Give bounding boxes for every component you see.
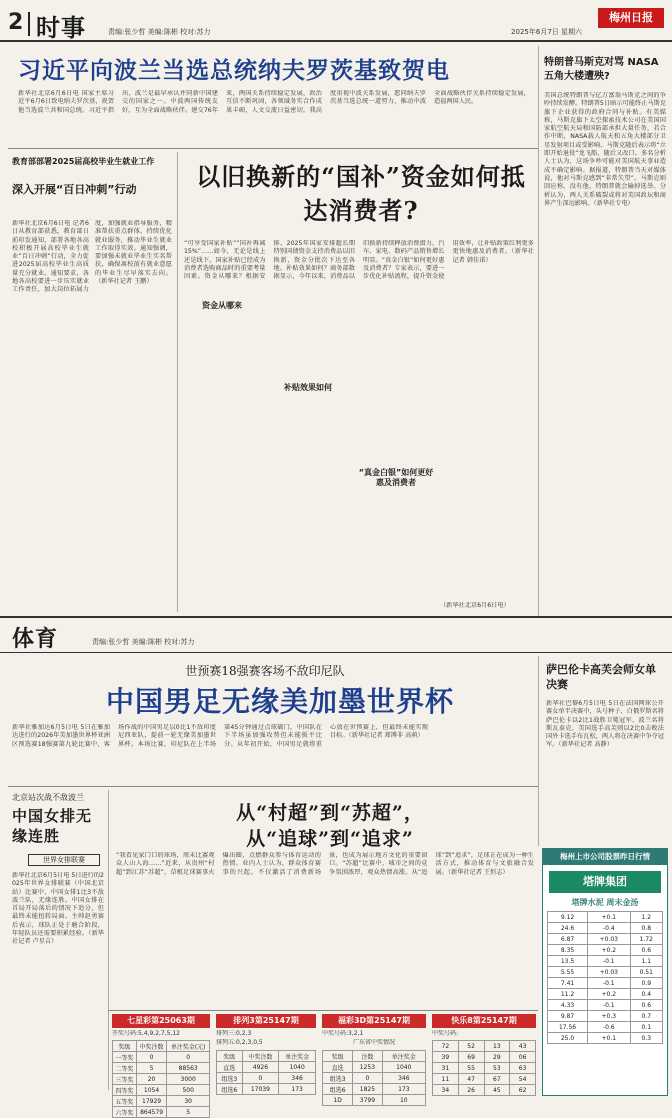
lottery-table [112, 1040, 210, 1118]
table-cell: 39 [433, 1052, 459, 1063]
table-cell: 30 [167, 1096, 210, 1107]
table-row [548, 1011, 663, 1022]
feature-sub1: 资金从哪来 [202, 301, 242, 310]
table-row [548, 934, 663, 945]
sports-body: 新华社雅加达6月5日电 5日在雅加达进行的2026年美加墨世界杯亚洲区预选赛18强赛第九轮比赛中，客场作战的中国男足以0比1不敌印度尼西亚队，提前一轮无缘美加墨世界杯。本场比赛，印尼队在上半场第45分钟通过点球破门，中国队在下半场虽加强攻势但未能扳平比分。从年初开始，中国男足就将重心放在世预赛上，但最终未能实现目标。（新华社记者 郑博非 高萌） [12, 724, 428, 748]
table-cell: 0.7 [630, 1011, 662, 1022]
side-right-body: 美国总统特朗普与亿万富翁马斯克之间的争吵持续发酵。特朗普5日暗示可能终止马斯克旗下企业获得的政府合同与补贴。有美媒称，马斯克旗下太空探索技术公司在美国国家航空航天局和国防部承担大量任务，若合作中断，NASA载人航天和五角大楼部分卫星发射项目或受影响。马斯克随后表示将“立即开始退役”龙飞船，随后又改口。多名分析人士认为，这场争吵可能对美国航天事业造成不确定影响。据报道，特朗普当天对媒体说，他对马斯克感到“非常失望”。马斯克则回应称，没有他，特朗普就会输掉选举。分析认为，两人关系破裂或将对美国政坛和商界产生深远影响。（新华社专电） [544, 92, 666, 207]
table-cell: 5 [136, 1063, 167, 1074]
table-cell: 31 [433, 1063, 459, 1074]
table-cell: 0.6 [630, 945, 662, 956]
volley-body: 新华社北京6月5日电 5日进行的2025年世界女排联赛（中国北京站）比赛中，中国女排1比3不敌波兰队，无缘连胜。中国女排在首局开局落后的情况下追分，但最终未能扭转局面。主帅赵勇赛后表示，球队正处于磨合阶段，年轻队员还需要积累经验。（新华社记者 卢星吉） [12, 872, 104, 946]
table-cell: 13 [484, 1041, 510, 1052]
table-cell: 1054 [136, 1085, 167, 1096]
table-cell: 173 [279, 1084, 316, 1095]
table-cell: -0.4 [588, 923, 630, 934]
table-cell: 45 [484, 1085, 510, 1096]
lottery-subtitle: 排列三:0,2,3 [216, 1030, 252, 1037]
table-row [548, 978, 663, 989]
table-cell: 26 [458, 1085, 484, 1096]
volley-tag: 世界女排联赛 [28, 854, 100, 866]
table-cell: 三等奖 [113, 1074, 137, 1085]
table-header-row [113, 1041, 210, 1052]
table-cell: 13.5 [548, 956, 588, 967]
table-header-cell: 中奖注数 [242, 1051, 279, 1062]
table-cell: 11 [433, 1074, 459, 1085]
table-cell: 5 [167, 1107, 210, 1118]
lottery-title: 排列3第25147期 [216, 1014, 316, 1028]
table-cell: 4926 [242, 1062, 279, 1073]
feature-footer: （新华社北京6月6日电） [440, 602, 510, 609]
table-header-cell: 单注奖金 [279, 1051, 316, 1062]
table-cell: 组选3 [217, 1073, 243, 1084]
table-cell: 0.4 [630, 989, 662, 1000]
tennis-body: 新华社巴黎6月5日电 5日在法国网球公开赛女单半决赛中，头号种子、白俄罗斯名将萨巴伦卡以2比1战胜卫冕冠军、波兰名将斯瓦泰克，美国选手高芙则以2比0击败法国外卡选手布瓦松，两人将在决赛中争夺冠军。（新华社记者 高静） [546, 700, 664, 749]
sports-credits: 责编:张少哲 美编:陈彬 校对:苏力 [92, 638, 195, 646]
table-row [548, 1022, 663, 1033]
table-cell: 9.12 [548, 912, 588, 923]
table-cell: 0.51 [630, 967, 662, 978]
table-cell: 7.41 [548, 978, 588, 989]
table-cell: 1.72 [630, 934, 662, 945]
sports-kicker: 世预赛18强赛客场不敌印尼队 [185, 664, 345, 678]
lottery-table [322, 1050, 426, 1106]
left-headline: 深入开展“百日冲刺”行动 [12, 183, 137, 196]
feature-headline: 以旧换新的“国补”资金如何抵达消费者? [196, 162, 526, 225]
table-cell: 63 [510, 1063, 536, 1074]
lead-headline: 习近平向波兰当选总统纳夫罗茨基致贺电 [18, 57, 450, 84]
table-cell: 47 [458, 1074, 484, 1085]
table-cell: -0.1 [588, 978, 630, 989]
table-header-row [323, 1051, 426, 1062]
table-row [433, 1074, 536, 1085]
table-cell: 3799 [353, 1095, 382, 1106]
table-cell: 24.6 [548, 923, 588, 934]
table-cell: 62 [510, 1085, 536, 1096]
feature-body: “可享受国家补贴”“国补再减15%”……如今，无论是线上还是线下，国家补贴已经成为消费者选购商品时的重要考量因素。资金从哪来？根据安排，2025年国家安排超长期特别国债资金支持消费品以旧换新，资金分批次下达至各地。补贴效果如何？商务部数据显示，今年以来，消费品以旧换新持续释放消费潜力，汽车、家电、数码产品销售增长明显。“真金白银”如何更好惠及消费者？专家表示，要进一步优化补贴流程，提升资金使用效率，让补贴政策红利更多更快地惠及消费者。（新华社记者 韩佳诺） [184, 240, 534, 281]
lottery-subtitle-2: 广东省中奖情况 [352, 1039, 395, 1046]
table-cell: 346 [382, 1073, 425, 1084]
table-row [113, 1085, 210, 1096]
lottery-subtitle: 开奖号码:5,4,9,2,7,5,12 [112, 1030, 181, 1037]
table-cell: 一等奖 [113, 1052, 137, 1063]
table-cell: 88563 [167, 1063, 210, 1074]
table-cell: 346 [279, 1073, 316, 1084]
credits: 责编:张少哲 美编:陈彬 校对:苏力 [108, 28, 211, 36]
table-cell: +0.3 [588, 1011, 630, 1022]
table-row [217, 1084, 316, 1095]
table-cell: 67 [484, 1074, 510, 1085]
table-cell: 34 [433, 1085, 459, 1096]
table-row [548, 1000, 663, 1011]
table-header-cell: 单注奖金(元) [167, 1041, 210, 1052]
table-row [217, 1073, 316, 1084]
page-header [0, 0, 672, 42]
table-cell: 20 [136, 1074, 167, 1085]
table-row [548, 945, 663, 956]
left-kicker: 教育部部署2025届高校毕业生就业工作 [12, 157, 155, 166]
table-row [113, 1074, 210, 1085]
table-cell: 54 [510, 1074, 536, 1085]
lottery-title: 七星彩第25063期 [112, 1014, 210, 1028]
table-row [433, 1063, 536, 1074]
table-row [433, 1052, 536, 1063]
table-cell: +0.1 [588, 1033, 630, 1044]
table-row [323, 1095, 426, 1106]
table-row [323, 1073, 426, 1084]
lottery-title: 福彩3D第25147期 [322, 1014, 426, 1028]
table-cell: 四等奖 [113, 1085, 137, 1096]
lottery-subtitle-2: 排列五:0,2,3,0,5 [216, 1039, 263, 1046]
table-header-cell: 单注奖金 [382, 1051, 425, 1062]
table-header-cell: 奖级 [323, 1051, 353, 1062]
table-cell: +0.2 [588, 989, 630, 1000]
table-cell: 0.6 [630, 1000, 662, 1011]
table-cell: 53 [484, 1063, 510, 1074]
table-cell: 六等奖 [113, 1107, 137, 1118]
tennis-headline: 萨巴伦卡高芙会师女单决赛 [546, 663, 656, 691]
table-cell: 1.2 [630, 912, 662, 923]
table-cell: 500 [167, 1085, 210, 1096]
table-cell: 0.3 [630, 1033, 662, 1044]
table-cell: 组选3 [323, 1073, 353, 1084]
table-cell: 17.56 [548, 1022, 588, 1033]
table-header-row [217, 1051, 316, 1062]
table-header-cell: 注数 [353, 1051, 382, 1062]
table-row [548, 923, 663, 934]
table-cell: 0 [136, 1052, 167, 1063]
table-row [433, 1041, 536, 1052]
table-cell: 0 [353, 1073, 382, 1084]
table-cell: 直选 [323, 1062, 353, 1073]
table-cell: 五等奖 [113, 1096, 137, 1107]
table-row [113, 1063, 210, 1074]
table-cell: 0 [242, 1073, 279, 1084]
side-right-headline: 特朗普马斯克对骂 NASA五角大楼遭殃? [544, 57, 659, 82]
table-cell: 25.0 [548, 1033, 588, 1044]
left-body: 新华社北京6月6日电 记者6日从教育部获悉，教育部日前印发通知，部署各地各高校积极开展高校毕业生就业“百日冲刺”行动，全力促进2025届高校毕业生高质量充分就业。通知要求，各地各高校要进一步压实就业工作责任，加大岗位拓展力度，加强就业指导服务，精准帮扶重点群体，持续优化就业服务，推动毕业生就业工作取得实效。通知强调，要加强未就业毕业生实名帮扶，确保离校前有就业意愿的毕业生尽早落实去向。（新华社记者 王鹏） [12, 220, 172, 294]
table-cell: 06 [510, 1052, 536, 1063]
table-cell: 5.55 [548, 967, 588, 978]
table-row [548, 1033, 663, 1044]
table-cell: +0.1 [588, 912, 630, 923]
table-cell: 43 [510, 1041, 536, 1052]
page-number: 2 [8, 10, 24, 35]
table-cell: 864579 [136, 1107, 167, 1118]
section-title: 时事 [36, 13, 86, 42]
table-row [433, 1085, 536, 1096]
company-logo: 塔牌集团 [549, 871, 661, 893]
table-cell: 1253 [353, 1062, 382, 1073]
table-row [548, 989, 663, 1000]
table-cell: 8.35 [548, 945, 588, 956]
table-header-cell: 奖级 [217, 1051, 243, 1062]
table-row [113, 1107, 210, 1118]
table-cell: 11.2 [548, 989, 588, 1000]
table-cell: 17929 [136, 1096, 167, 1107]
table-cell: 0.1 [630, 1022, 662, 1033]
table-row [323, 1062, 426, 1073]
lottery-table [216, 1050, 316, 1095]
table-header-cell: 奖级 [113, 1041, 137, 1052]
table-cell: 直选 [217, 1062, 243, 1073]
table-cell: +0.03 [588, 934, 630, 945]
lottery-subtitle: 中奖号码: [432, 1030, 459, 1037]
sports-headline: 中国男足无缘美加墨世界杯 [105, 685, 454, 718]
table-row [548, 956, 663, 967]
volley-headline: 中国女排无缘连胜 [12, 807, 93, 845]
table-row [113, 1052, 210, 1063]
table-cell: -0.6 [588, 1022, 630, 1033]
table-cell: 0 [167, 1052, 210, 1063]
table-cell: 55 [458, 1063, 484, 1074]
stock-ad [542, 848, 668, 1096]
table-row [548, 912, 663, 923]
table-cell: 3000 [167, 1074, 210, 1085]
table-cell: 6.87 [548, 934, 588, 945]
table-row [323, 1084, 426, 1095]
feature2-headline-1: 从“村超”到“苏超”， [236, 802, 424, 824]
feature2-body: “我看见家门口的球场，周末比赛观众人山人海……”近来，从贵州“村超”到江苏“苏超”，草根足球赛事火爆出圈，点燃群众参与体育运动的热情。业内人士认为，群众体育赛事的兴起，不仅激活了消费新场景，也成为展示地方文化的重要窗口。“苏超”比赛中，城市之间的竞争氛围浓厚，观众热情高涨。从“追球”到“追求”，足球正在成为一种生活方式，推动体育与文旅融合发展。（新华社记者 王恒志） [116, 852, 534, 876]
table-cell: 17039 [242, 1084, 279, 1095]
table-cell: 0.8 [630, 923, 662, 934]
table-cell: 29 [484, 1052, 510, 1063]
table-cell: 69 [458, 1052, 484, 1063]
table-cell: 1040 [279, 1062, 316, 1073]
table-cell: +0.03 [588, 967, 630, 978]
feature2-headline-2: 从“追球”到“追求” [246, 828, 414, 850]
table-cell: 10 [382, 1095, 425, 1106]
table-cell: -0.1 [588, 1000, 630, 1011]
table-cell: +0.2 [588, 945, 630, 956]
table-cell: -0.1 [588, 956, 630, 967]
volley-kicker: 北京站次战不敌波兰 [12, 793, 84, 802]
feature-sub2: 补贴效果如何 [284, 383, 332, 392]
ad-subtitle: 塔牌水泥 周末金汤 [571, 898, 639, 907]
table-cell: 9.87 [548, 1011, 588, 1022]
table-cell: 组选6 [217, 1084, 243, 1095]
lead-body: 新华社北京6月6日电 国家主席习近平6月6日致电纳夫罗茨基，祝贺他当选波兰共和国总统。习近平指出，波兰是最早承认并同新中国建交的国家之一。中波两国传统友好，互为全面战略伙伴。建交76年来，两国关系持续稳定发展，政治互信不断巩固，各领域务实合作成果丰硕，人文交流日益密切。我高度重视中波关系发展，愿同纳夫罗茨基当选总统一道努力，推动中波全面战略伙伴关系持续稳定发展，造福两国人民。 [18, 90, 530, 114]
table-cell: 72 [433, 1041, 459, 1052]
table-row [113, 1096, 210, 1107]
lottery-title: 快乐8第25147期 [432, 1014, 536, 1028]
stock-table [547, 911, 663, 1044]
table-cell: 1.1 [630, 956, 662, 967]
table-cell: 0.9 [630, 978, 662, 989]
table-cell: 1825 [353, 1084, 382, 1095]
table-cell: 52 [458, 1041, 484, 1052]
date: 2025年6月7日 星期六 [511, 28, 582, 36]
lottery-number-grid [432, 1040, 536, 1096]
table-row [217, 1062, 316, 1073]
table-cell: 1040 [382, 1062, 425, 1073]
feature-sub3: “真金白银”如何更好惠及消费者 [358, 468, 434, 487]
table-header-cell: 中奖注数 [136, 1041, 167, 1052]
table-cell: 二等奖 [113, 1063, 137, 1074]
lottery-subtitle: 中奖号码:3,2,1 [322, 1030, 364, 1037]
table-cell: 4.33 [548, 1000, 588, 1011]
paper-logo: 梅州日报 [598, 8, 664, 28]
table-row [548, 967, 663, 978]
table-cell: 173 [382, 1084, 425, 1095]
sports-section: 体育 [12, 626, 59, 652]
table-cell: 组选6 [323, 1084, 353, 1095]
table-cell: 1D [323, 1095, 353, 1106]
stock-ad-title: 梅州上市公司股票昨日行情 [543, 849, 667, 865]
